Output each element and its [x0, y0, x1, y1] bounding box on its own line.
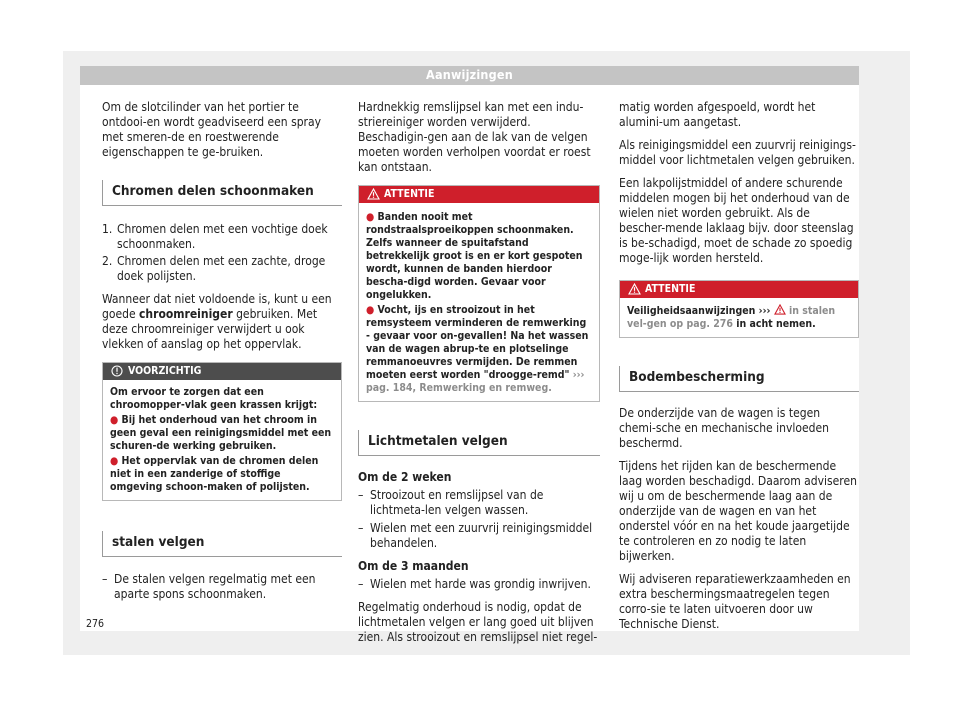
caution-item-text: Het oppervlak van de chromen delen niet in een zanderige of stoffige omgeving schoon-maken of polijsten.: [110, 455, 319, 493]
paragraph: Als reinigingsmiddel een zuurvrij reinigings-middel voor lichtmetalen velgen gebruiken.: [619, 138, 856, 167]
bold-term: chroomreiniger: [139, 307, 233, 321]
dash-item: [102, 572, 342, 602]
dash-list: [358, 577, 600, 592]
paragraph: De onderzijde van de wagen is tegen chemi-sche en mechanische invloeden beschermd.: [619, 406, 829, 450]
header-title: Aanwijzingen: [426, 67, 513, 82]
warning-title: ATTENTIE: [645, 283, 696, 295]
warning-body: [359, 203, 599, 401]
dash-item-text: Wielen met harde was grondig inwrijven.: [370, 577, 591, 591]
bullet-icon: ●: [366, 304, 378, 316]
warning-body: [620, 298, 858, 337]
caution-lead: Om ervoor te zorgen dat een chroomopper-vlak geen krassen krijgt:: [110, 386, 318, 411]
warning-box: [358, 185, 600, 402]
caution-item-text: Bij het onderhoud van het chroom in geen geval een reinigingsmiddel met een schuren-de werking gebruiken.: [110, 414, 332, 452]
caution-title: VOORZICHTIG: [128, 365, 202, 377]
dash-item: [358, 521, 600, 551]
paragraph: Een lakpolijstmiddel of andere schurende middelen mogen bij het onderhoud van de wielen niet worden gebruikt. Als de bescher-mende laklaag bijv. door steenslag is be-schadigd, moet de schade zo spoedig moge-lijk worden hersteld.: [619, 176, 854, 265]
dash-list: [358, 488, 600, 551]
dash-marker: –: [102, 572, 108, 586]
warning-item-text: Vocht, ijs en strooizout in het remsysteem verminderen de remwerking - gevaar voor on-gevallen! Na het wassen van de wagen abrup-te en plotselinge remmanoeuvres vermijden. De remmen moeten eerst worden "droogge-remd": [366, 304, 589, 381]
dash-item-text: Strooizout en remslijpsel van de lichtmeta-len velgen wassen.: [370, 488, 544, 517]
warning-item: [366, 304, 592, 395]
paragraph: Wij adviseren reparatiewerkzaamheden en extra beschermingsmaatregelen tegen corro-sie te laten uitvoeren door uw Technische Dienst.: [619, 572, 851, 631]
text-run: gebruiken. Met deze chroomreiniger verwijdert u ook vlekken of aanslag op het oppervlak.: [102, 307, 318, 351]
step-text: Chromen delen met een vochtige doek schoonmaken.: [117, 222, 328, 251]
step-item: [102, 254, 342, 284]
numbered-steps: [102, 222, 342, 284]
warning-title: ATTENTIE: [384, 188, 435, 200]
cross-reference-link[interactable]: in stalen vel-gen op pag. 276: [627, 305, 836, 330]
column-1: [102, 100, 342, 610]
chroomreiniger-paragraph: [102, 292, 342, 352]
text-run: Wanneer dat niet voldoende is, kunt u een goede: [102, 292, 332, 321]
cross-reference-link[interactable]: ››› pag. 184, Remwerking en remweg.: [366, 369, 585, 394]
dash-list: [102, 572, 342, 602]
caution-box: [102, 362, 342, 501]
step-number: 1.: [102, 222, 113, 236]
warning-triangle-icon: [628, 283, 641, 301]
paragraph: Tijdens het rijden kan de beschermende laag worden beschadigd. Daarom adviseren wij u om de beschermende laag aan de onderzijde van de wagen en van het onderstel vóór en na het koude jaargetijde te controleren en zo nodig te laten bijwerken.: [619, 459, 857, 563]
warning-box-header: [359, 186, 599, 203]
bullet-icon: ●: [110, 455, 122, 467]
dash-item-text: De stalen velgen regelmatig met een aparte spons schoonmaken.: [114, 572, 316, 601]
dash-marker: –: [358, 521, 364, 535]
bullet-icon: ●: [366, 211, 378, 223]
section-heading-chromen: Chromen delen schoonmaken: [102, 180, 342, 206]
intro-paragraph: Om de slotcilinder van het portier te ontdooi-en wordt geadviseerd een spray met smeren-de en roestwerende eigenschappen te ge-bruiken.: [102, 100, 321, 159]
remslijpsel-paragraph: Hardnekkig remslijpsel kan met een indu-striereiniger worden verwijderd. Beschadigin-gen aan de lak van de velgen moeten worden verholpen voordat er roest kan ontstaan.: [358, 100, 591, 174]
warning-box-header: [620, 281, 858, 298]
warning-text: Veiligheidsaanwijzingen ›››: [627, 305, 774, 317]
paragraph: matig worden afgespoeld, wordt het alumini-um aangetast.: [619, 100, 816, 129]
column-2: [358, 100, 600, 653]
step-text: Chromen delen met een zachte, droge doek polijsten.: [117, 254, 326, 283]
section-heading-stalen-velgen: stalen velgen: [102, 531, 342, 557]
section-heading-lichtmetalen: Lichtmetalen velgen: [358, 430, 600, 456]
warning-triangle-icon: [367, 188, 380, 206]
warning-item-text: Banden nooit met rondstraalsproeikoppen schoonmaken. Zelfs wanneer de spuitafstand betrekkelijk groot is en er kort gespoten wordt, kunnen de banden hierdoor bescha-digd worden. Gevaar voor ongelukken.: [366, 211, 583, 301]
step-item: [102, 222, 342, 252]
section-heading-bodembescherming: Bodembescherming: [619, 366, 859, 392]
page-number: 276: [86, 618, 105, 630]
onderhoud-paragraph: Regelmatig onderhoud is nodig, opdat de lichtmetalen velgen er lang goed uit blijven zien. Als strooizout en remslijpsel niet regel-: [358, 600, 598, 644]
warning-item: [366, 211, 592, 302]
warning-box: [619, 280, 859, 338]
dash-item: [358, 577, 600, 592]
info-circle-icon: [111, 365, 123, 383]
caution-box-header: [103, 363, 341, 380]
dash-item: [358, 488, 600, 518]
caution-item: [110, 455, 334, 494]
caution-body: [103, 380, 341, 500]
warning-text: in acht nemen.: [732, 318, 816, 330]
dash-marker: –: [358, 577, 364, 591]
bullet-icon: ●: [110, 414, 122, 426]
header-bar: [80, 66, 859, 85]
warning-triangle-icon: [774, 305, 786, 317]
subheading-2-weken: Om de 2 weken: [358, 470, 452, 484]
subheading-3-maanden: Om de 3 maanden: [358, 559, 469, 573]
column-3: [619, 100, 859, 640]
dash-item-text: Wielen met een zuurvrij reinigingsmiddel behandelen.: [370, 521, 593, 550]
caution-item: [110, 414, 334, 453]
dash-marker: –: [358, 488, 364, 502]
step-number: 2.: [102, 254, 113, 268]
